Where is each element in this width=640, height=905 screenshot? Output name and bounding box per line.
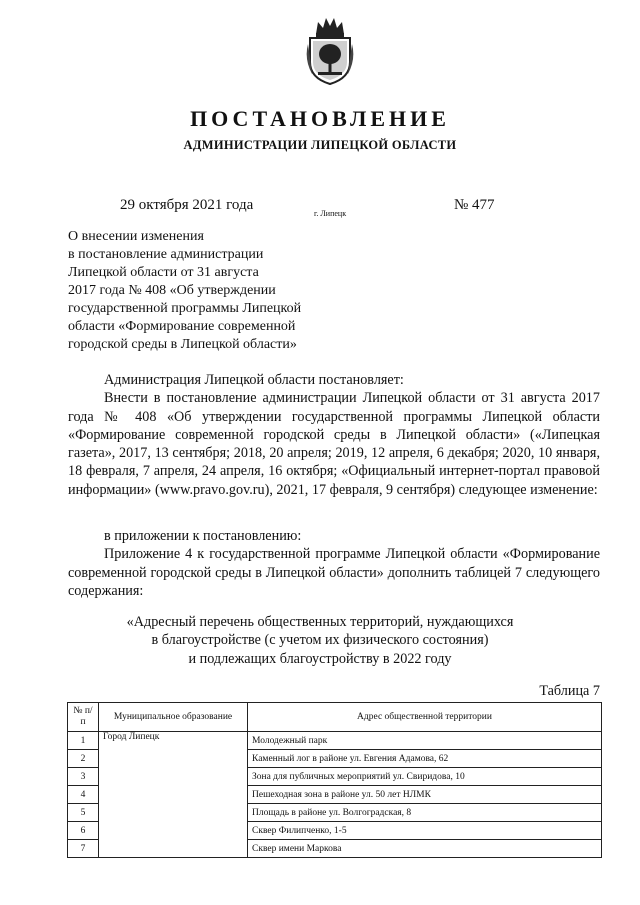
row-number: 4 — [68, 786, 99, 804]
subject-line: 2017 года № 408 «Об утверждении — [68, 283, 276, 298]
row-number: 1 — [68, 732, 99, 750]
table-heading-line: и подлежащих благоустройству в 2022 году — [188, 650, 452, 667]
row-number: 2 — [68, 750, 99, 768]
row-address: Сквер имени Маркова — [248, 840, 602, 858]
header-municipality: Муниципальное образование — [99, 703, 248, 732]
document-subject — [68, 228, 368, 354]
row-address: Пешеходная зона в районе ул. 50 лет НЛМК — [248, 786, 602, 804]
table-header-row — [68, 703, 602, 732]
document-title: ПОСТАНОВЛЕНИЕ — [190, 106, 450, 131]
decree-intro: Администрация Липецкой области постановляет: — [104, 372, 404, 388]
decree-paragraph-1: Внести в постановление администрации Липецкой области от 31 августа 2017 года № 408 «Об утверждении государственной программы Липецкой области «Формирование современной городской среды в Липецкой области» («Липецкая газета», 2017, 13 сентября; 2018, 20 апреля; 2019, 12 апреля, 6 декабря; 2020, 10 января, 18 февраля, 7 апреля, 24 апреля, 16 октября; «Официальный интернет-портал правовой информации» (www.pravo.gov.ru), 2021, 17 февраля, 9 сентября) следующее изменение: — [68, 390, 600, 498]
table-heading-line: в благоустройстве (с учетом их физического состояния) — [151, 632, 489, 649]
table-heading-line: «Адресный перечень общественных территорий, нуждающихся — [126, 614, 514, 630]
address-table — [67, 702, 602, 858]
row-address: Площадь в районе ул. Волгоградская, 8 — [248, 804, 602, 822]
subject-line: области «Формирование современной — [68, 319, 296, 334]
row-number: 7 — [68, 840, 99, 858]
municipality-cell: Город Липецк — [99, 732, 248, 858]
subject-line: Липецкой области от 31 августа — [68, 265, 259, 280]
subject-line: в постановление администрации — [68, 247, 264, 262]
header-number: № п/п — [68, 703, 99, 732]
row-address: Каменный лог в районе ул. Евгения Адамова, 62 — [248, 750, 602, 768]
issuer-name: АДМИНИСТРАЦИИ ЛИПЕЦКОЙ ОБЛАСТИ — [183, 138, 457, 152]
coat-of-arms-emblem — [306, 14, 354, 86]
table-row — [68, 732, 602, 750]
row-number: 5 — [68, 804, 99, 822]
appendix-intro: в приложении к постановлению: — [104, 528, 302, 544]
decree-paragraph-2: Приложение 4 к государственной программе Липецкой области «Формирование современной городской среды в Липецкой области» дополнить таблицей 7 следующего содержания: — [68, 546, 600, 599]
row-address: Зона для публичных мероприятий ул. Свиридова, 10 — [248, 768, 602, 786]
document-number: № 477 — [454, 197, 495, 213]
subject-line: О внесении изменения — [68, 229, 204, 244]
document-date: 29 октября 2021 года — [120, 197, 254, 213]
appendix-text — [68, 527, 600, 600]
table-heading — [0, 613, 640, 668]
header-address: Адрес общественной территории — [248, 703, 602, 732]
subject-line: государственной программы Липецкой — [68, 301, 302, 316]
row-number: 3 — [68, 768, 99, 786]
document-city: г. Липецк — [314, 209, 347, 218]
subject-line: городской среды в Липецкой области» — [68, 337, 297, 352]
row-address: Молодежный парк — [248, 732, 602, 750]
decree-text — [68, 371, 600, 499]
table-caption: Таблица 7 — [539, 683, 600, 699]
row-number: 6 — [68, 822, 99, 840]
row-address: Сквер Филипченко, 1-5 — [248, 822, 602, 840]
